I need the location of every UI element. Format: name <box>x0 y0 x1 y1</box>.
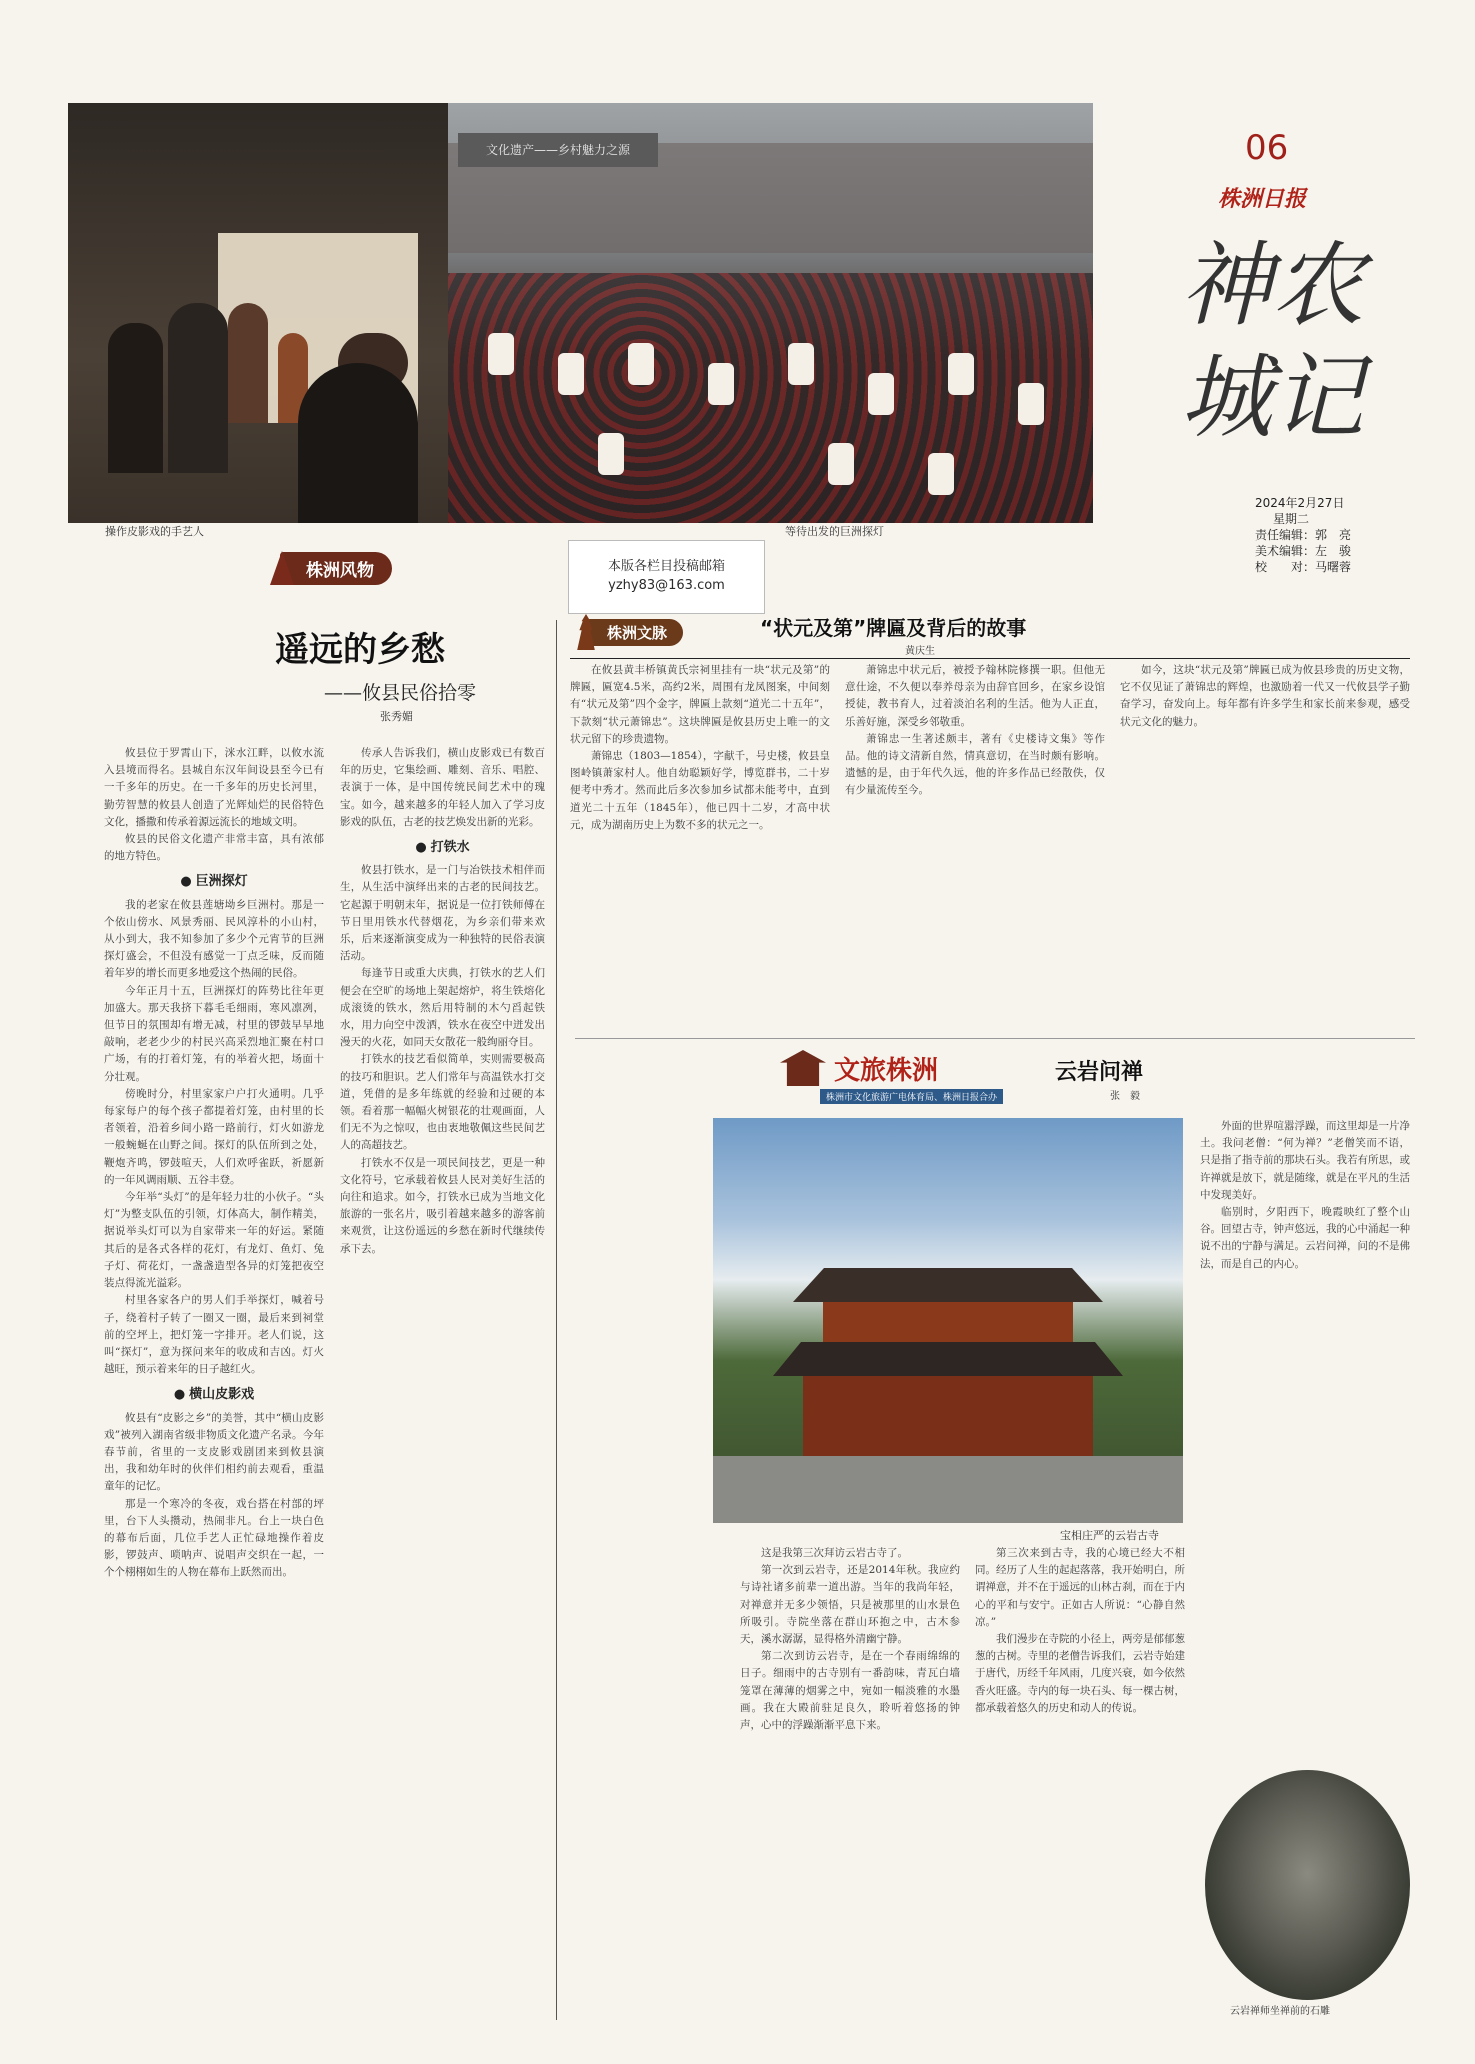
article2-column: 株洲文脉 <box>587 619 683 646</box>
banner-text: 文化遗产——乡村魅力之源 <box>458 133 658 167</box>
article3-col-2 <box>975 1545 1185 2020</box>
divider <box>570 658 1410 659</box>
page-number: 06 <box>1245 128 1289 168</box>
paragraph: 攸县打铁水，是一门与冶铁技术相伴而生，从生活中演绎出来的古老的民间技艺。它起源于明朝末年，据说是一位打铁师傅在节日里用铁水代替烟花，为乡亲们带来欢乐，后来逐渐演变成为一种独特的民俗表演活动。 <box>340 864 545 963</box>
paragraph: 傍晚时分，村里家家户户打火通明。几乎每家每户的每个孩子都提着灯笼，由村里的长者领着，沿着乡间小路一路前行，灯火如游龙一般蜿蜒在山野之间。探灯的队伍所到之处，鞭炮齐鸣，锣鼓喧天，人们欢呼雀跃，祈愿新的一年风调雨顺、五谷丰登。 <box>104 1087 324 1186</box>
article2-title: “状元及第”牌匾及背后的故事 <box>760 616 1027 640</box>
paragraph: 第三次来到古寺，我的心境已经大不相同。经历了人生的起起落落，我开始明白，所谓禅意，并不在于遥远的山林古刹，而在于内心的平和与安宁。正如古人所说：“心静自然凉。” <box>975 1547 1185 1628</box>
article1-title: 遥远的乡愁 <box>275 630 445 670</box>
temple-photo <box>713 1118 1183 1523</box>
paragraph: 攸县位于罗霄山下，洣水江畔，以攸水流入县境而得名。县城自东汉年间设县至今已有一千多年的历史。在一千多年的历史长河里，勤劳智慧的攸县人创造了光辉灿烂的民俗特色文化，播撒和传承着源远流长的地域文明。 <box>104 747 324 828</box>
paragraph: 村里各家各户的男人们手举探灯，喊着号子，绕着村子转了一圈又一圈，最后来到祠堂前的空坪上，把灯笼一字排开。老人们说，这叫“探灯”，意为探问来年的收成和吉凶。灯火越旺，预示着来年的日子越红火。 <box>104 1294 324 1376</box>
paragraph: 如今，这块“状元及第”牌匾已成为攸县珍贵的历史文物，它不仅见证了萧锦忠的辉煌，也激励着一代又一代攸县学子勤奋学习，奋发向上。每年都有许多学生和家长前来参观，感受状元文化的魅力。 <box>1120 664 1410 728</box>
paragraph: 在攸县黄丰桥镇黄氏宗祠里挂有一块“状元及第”的牌匾，匾宽4.5米，高约2米，周围有龙凤图案，中间刻有“状元及第”四个金字，牌匾上款刻“道光二十五年”，下款刻“状元萧锦忠”。这块牌匾是攸县历史上唯一的文状元留下的珍贵遗物。 <box>570 664 830 745</box>
column-divider <box>556 620 557 2020</box>
article1-column: 株洲风物 <box>280 552 392 585</box>
divider <box>575 1038 1415 1039</box>
article3-column-sub: 株洲市文化旅游广电体育局、株洲日报合办 <box>820 1089 1003 1104</box>
issue-weekday: 星期二 <box>1273 512 1310 526</box>
contribution-email: yzhy83@163.com <box>608 578 725 593</box>
shadow-puppet-photo <box>68 103 448 523</box>
left-photo-caption: 操作皮影戏的手艺人 <box>105 525 204 538</box>
section-title: 神农城记 <box>1180 232 1365 451</box>
paragraph: 萧锦忠中状元后，被授予翰林院修撰一职。但他无意仕途，不久便以奉养母亲为由辞官回乡，在家乡设馆授徒，教书育人，过着淡泊名利的生活。他为人正直，乐善好施，深受乡邻敬重。 <box>845 664 1105 728</box>
article1-col-right <box>340 745 545 2020</box>
article1-subtitle: ——攸县民俗拾零 <box>323 682 476 704</box>
paragraph: 今年正月十五，巨洲探灯的阵势比往年更加盛大。那天我挤下暮毛毛细雨，寒风凛冽，但节日的氛围却有增无减，村里的锣鼓早早地敲响，老老少少的村民兴高采烈地汇聚在村口广场，有的打着灯笼，有的举着火把，场面十分壮观。 <box>104 984 324 1083</box>
right-photo-caption: 等待出发的巨洲探灯 <box>785 525 884 538</box>
paragraph: 我的老家在攸县莲塘坳乡巨洲村。那是一个依山傍水、风景秀丽、民风淳朴的小山村，从小到大，我不知参加了多少个元宵节的巨洲探灯盛会，不但没有感觉一丁点乏味，反而随着年岁的增长而更多地爱这个热闹的民俗。 <box>104 898 324 980</box>
article2-col-2 <box>845 662 1105 1030</box>
article3-col-3 <box>1200 1118 1410 1758</box>
section-heading: ● 打铁水 <box>340 839 545 856</box>
article3-column-badge <box>820 1050 1003 1104</box>
article1-author: 张秀媚 <box>380 710 413 723</box>
paragraph: 打铁水的技艺看似简单，实则需要极高的技巧和胆识。艺人们常年与高温铁水打交道，凭借的是多年练就的经验和过硬的本领。看着那一幅幅火树银花的壮观画面，人们无不为之惊叹，也由衷地敬佩这些民间艺人的高超技艺。 <box>340 1053 545 1152</box>
paragraph: 传承人告诉我们，横山皮影戏已有数百年的历史，它集绘画、雕刻、音乐、唱腔、表演于一体，是中国传统民间艺术中的瑰宝。如今，越来越多的年轻人加入了学习皮影戏的队伍，古老的技艺焕发出新的光彩。 <box>340 747 545 828</box>
paragraph: 临别时，夕阳西下，晚霞映红了整个山谷。回望古寺，钟声悠远，我的心中涌起一种说不出的宁静与满足。云岩问禅，问的不是佛法，而是自己的内心。 <box>1200 1206 1410 1270</box>
contribution-label: 本版各栏目投稿邮箱 <box>607 559 725 574</box>
paragraph: 萧锦忠一生著述颇丰，著有《史楼诗文集》等作品。他的诗文清新自然，情真意切，在当时颇有影响。遗憾的是，由于年代久远，他的许多作品已经散佚，仅有少量流传至今。 <box>845 732 1105 797</box>
section-heading: ● 横山皮影戏 <box>104 1386 324 1403</box>
article3-title: 云岩问禅 <box>1055 1060 1144 1085</box>
paragraph: 攸县的民俗文化遗产非常丰富，具有浓郁的地方特色。 <box>104 833 324 863</box>
paragraph: 这是我第三次拜访云岩古寺了。 <box>761 1547 908 1559</box>
temple-caption: 宝相庄严的云岩古寺 <box>1060 1529 1159 1542</box>
article3-author: 张 毅 <box>1110 1091 1140 1102</box>
lantern-parade-photo <box>448 103 1093 523</box>
contribution-box <box>568 540 765 614</box>
article3-col-1 <box>740 1545 960 2020</box>
paragraph: 外面的世界喧嚣浮躁，而这里却是一片净土。我问老僧：“何为禅？”老僧笑而不语，只是指了指寺前的那块石头。我若有所思，或许禅就是放下，就是随缘，就是在平凡的生活中发现美好。 <box>1200 1120 1410 1201</box>
editor-credit: 责任编辑：郭 亮 <box>1255 528 1352 542</box>
section-heading: ● 巨洲探灯 <box>104 873 324 890</box>
article2-col-3 <box>1120 662 1410 1030</box>
paragraph: 每逢节日或重大庆典，打铁水的艺人们便会在空旷的场地上架起熔炉，将生铁熔化成滚烫的铁水，然后用特制的木勺舀起铁水，用力向空中泼洒，铁水在夜空中迸发出漫天的火花，如同天女散花一般绚丽夺目。 <box>340 967 545 1049</box>
paragraph: 那是一个寒冷的冬夜，戏台搭在村部的坪里，台下人头攒动，热闹非凡。台上一块白色的幕布后面，几位手艺人正忙碌地操作着皮影，锣鼓声、唢呐声、说唱声交织在一起，一个个栩栩如生的人物在幕布上跃然而出。 <box>104 1497 324 1579</box>
paragraph: 第一次到云岩寺，还是2014年秋。我应约与诗社诸多前辈一道出游。当年的我尚年轻，对禅意并无多少领悟，只是被那里的山水景色所吸引。寺院坐落在群山环抱之中，古木参天，溪水潺潺，显得格外清幽宁静。 <box>740 1564 960 1646</box>
paragraph: 萧锦忠（1803—1854），字献千，号史楼，攸县皇图岭镇萧家村人。他自幼聪颖好学，博览群书，二十岁便考中秀才。然而此后多次参加乡试都未能考中，直到道光二十五年（1845年），他已四十二岁，才高中状元，成为湖南历史上为数不多的状元之一。 <box>570 750 830 831</box>
proof-credit: 校 对：马曙蓉 <box>1255 560 1352 574</box>
issue-date: 2024年2月27日 <box>1255 496 1345 510</box>
paragraph: 我们漫步在寺院的小径上，两旁是郁郁葱葱的古树。寺里的老僧告诉我们，云岩寺始建于唐代，历经千年风雨，几度兴衰，如今依然香火旺盛。寺内的每一块石头、每一棵古树，都承载着悠久的历史和动人的传说。 <box>975 1633 1185 1714</box>
paper-name: 株洲日报 <box>1218 186 1307 212</box>
article3-column: 文旅株洲 <box>834 1056 939 1086</box>
article2-col-1 <box>570 662 830 1030</box>
rock-caption: 云岩禅师坐禅前的石雕 <box>1230 2006 1330 2017</box>
article1-col-left <box>104 745 324 2020</box>
paragraph: 打铁水不仅是一项民间技艺，更是一种文化符号，它承载着攸县人民对美好生活的向往和追求。如今，打铁水已成为当地文化旅游的一张名片，吸引着越来越多的游客前来观赏，让这份遥远的乡愁在新时代继续传承下去。 <box>340 1156 545 1255</box>
paragraph: 第二次到访云岩寺，是在一个春雨绵绵的日子。细雨中的古寺别有一番韵味，青瓦白墙笼罩在薄薄的烟雾之中，宛如一幅淡雅的水墨画。我在大殿前驻足良久，聆听着悠扬的钟声，心中的浮躁渐渐平息下来。 <box>740 1650 960 1732</box>
paragraph: 攸县有“皮影之乡”的美誉，其中“横山皮影戏”被列入湖南省级非物质文化遗产名录。今年春节前，省里的一支皮影戏剧团来到攸县演出，我和幼年时的伙伴们相约前去观看，重温童年的记忆。 <box>104 1411 324 1493</box>
art-editor-credit: 美术编辑：左 骏 <box>1255 544 1352 558</box>
article2-author: 黄庆生 <box>905 646 935 657</box>
rock-carving-photo <box>1205 1770 1410 2000</box>
paragraph: 今年举“头灯”的是年轻力壮的小伙子。“头灯”为整支队伍的引领，灯体高大，制作精美，据说举头灯可以为自家带来一年的好运。紧随其后的是各式各样的花灯，有龙灯、鱼灯、兔子灯、荷花灯，一盏盏造型各异的灯笼把夜空装点得流光溢彩。 <box>104 1191 324 1290</box>
